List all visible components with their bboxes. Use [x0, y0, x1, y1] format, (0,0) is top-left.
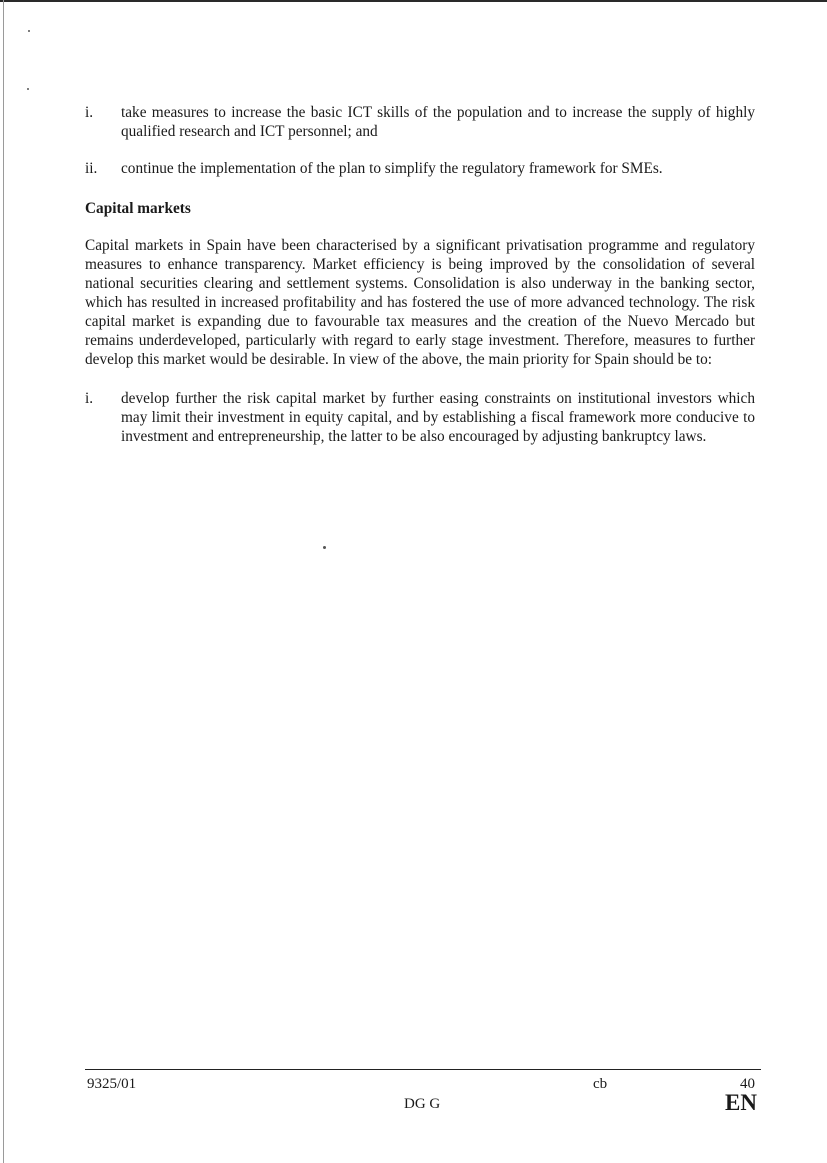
list-item-text: take measures to increase the basic ICT skills of the population and to increase the supply of highly qualified research and ICT personnel; and — [121, 104, 755, 140]
scan-speck — [323, 546, 326, 549]
language-code: EN — [725, 1090, 757, 1115]
list-marker: ii. — [85, 160, 98, 177]
list-item — [85, 389, 755, 446]
list-item — [85, 159, 755, 178]
page-number: 40 — [740, 1076, 755, 1092]
section-paragraph: Capital markets in Spain have been characterised by a significant privatisation programme and regulatory measures to enhance transparency. Market efficiency is being improved by the consolidation of several national securities clearing and settlement systems. Consolidation is also underway in the banking sector, which has resulted in increased profitability and has fostered the use of more advanced technology. The risk capital market is expanding due to favourable tax measures and the creation of the Nuevo Mercado but remains underdeveloped, particularly with regard to early stage investment. Therefore, measures to further develop this market would be desirable. In view of the above, the main priority for Spain should be to: — [85, 237, 755, 368]
document-number: 9325/01 — [87, 1076, 137, 1092]
department-code: DG G — [404, 1096, 441, 1112]
left-border-line — [3, 0, 4, 1163]
footer-divider — [85, 1069, 761, 1070]
top-border-line — [0, 0, 827, 2]
list-marker: i. — [85, 390, 94, 407]
scan-speck — [27, 88, 29, 90]
list-marker: i. — [85, 104, 94, 121]
list-item-text: continue the implementation of the plan to simplify the regulatory framework for SMEs. — [121, 160, 663, 177]
list-item-text: develop further the risk capital market by further easing constraints on institutional investors which may limit their investment in equity capital, and by establishing a fiscal framework more conducive to investment and entrepreneurship, the latter to be also encouraged by adjusting bankruptcy laws. — [121, 390, 755, 445]
section-heading: Capital markets — [85, 200, 191, 217]
list-item — [85, 103, 755, 141]
scan-speck — [28, 30, 30, 32]
document-body — [85, 103, 755, 446]
author-initials: cb — [593, 1076, 608, 1092]
